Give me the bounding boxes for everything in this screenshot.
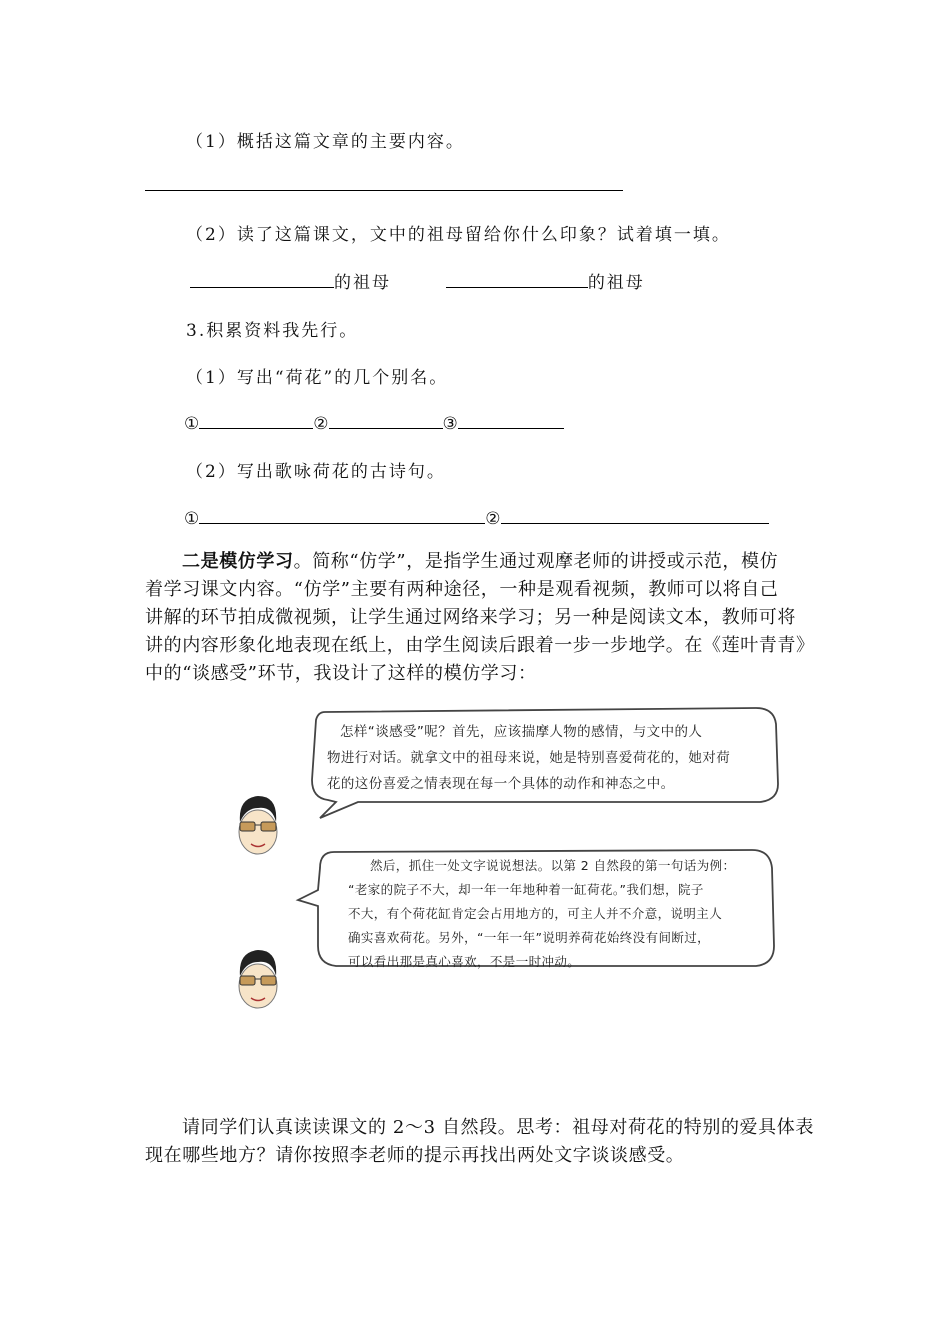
imitation-line-1: 二是模仿学习。简称“仿学”，是指学生通过观摩老师的讲授或示范，模仿 [182,551,779,572]
poem-circle-2: ② [485,509,501,529]
question-3-1-lotus-names: （1）写出“荷花”的几个别名。 [186,368,449,388]
poem-row [184,505,769,529]
closing-line-1: 请同学们认真读读课文的 2～3 自然段。思考：祖母对荷花的特别的爱具体表 [182,1117,814,1138]
bubble-2-line-4: 确实喜欢荷花。另外，“一年一年”说明养荷花始终没有间断过， [348,930,711,945]
answer-line-summary[interactable] [145,190,623,191]
imitation-line-4: 讲的内容形象化地表现在纸上，由学生阅读后跟着一步一步地学。在《莲叶青青》 [145,635,815,656]
question-1-summary: （1）概括这篇文章的主要内容。 [186,132,465,152]
question-3-2-poems: （2）写出歌咏荷花的古诗句。 [186,462,446,482]
lotus-name-blank-2[interactable] [329,410,443,429]
lotus-names-row [184,410,564,434]
grandma-blank-2[interactable] [446,269,588,288]
imitation-line-3: 讲解的环节拍成微视频，让学生通过网络来学习；另一种是阅读文本，教师可将 [145,607,796,628]
teacher-avatar-2 [239,950,277,1008]
question-2-impression: （2）读了这篇课文，文中的祖母留给你什么印象？试着填一填。 [186,225,731,245]
grandma-fill-row [190,268,645,293]
grandma-blank-1[interactable] [190,269,334,288]
bubble-1-line-1: 怎样“谈感受”呢？首先，应该揣摩人物的感情，与文中的人 [340,724,703,740]
imitation-title: 二是模仿学习 [182,551,294,572]
bubble-1-line-3: 花的这份喜爱之情表现在每一个具体的动作和神态之中。 [327,776,675,792]
bubble-2-line-2: “老家的院子不大，却一年一年地种着一缸荷花。”我们想，院子 [348,882,704,897]
circle-number-1: ① [184,414,200,434]
circle-number-3: ③ [442,414,458,434]
bubble-2-line-3: 不大，有个荷花缸肯定会占用地方的，可主人并不介意，说明主人 [348,906,723,921]
grandma-suffix-1: 的祖母 [334,273,391,293]
circle-number-2: ② [313,414,329,434]
bubble-1-line-2: 物进行对话。就拿文中的祖母来说，她是特别喜爱荷花的，她对荷 [327,750,731,766]
poem-blank-1[interactable] [199,505,485,524]
grandma-suffix-2: 的祖母 [587,273,645,293]
bubble-2-line-1: 然后，抓住一处文字说说想法。以第 2 自然段的第一句话为例： [370,858,736,873]
bubble-2-line-5: 可以看出那是真心喜欢，不是一时冲动。 [348,954,581,969]
imitation-line-5: 中的“谈感受”环节，我设计了这样的模仿学习： [145,663,537,684]
teacher-avatar-1 [239,796,277,854]
poem-circle-1: ① [184,509,200,529]
poem-blank-2[interactable] [501,505,769,524]
lotus-name-blank-3[interactable] [458,410,564,429]
imitation-line-2: 着学习课文内容。“仿学”主要有两种途径，一种是观看视频，教师可以将自己 [145,579,779,600]
question-3-heading: 3.积累资料我先行。 [186,321,359,341]
lotus-name-blank-1[interactable] [199,410,313,429]
closing-line-2: 现在哪些地方？请你按照李老师的提示再找出两处文字谈谈感受。 [145,1145,685,1166]
